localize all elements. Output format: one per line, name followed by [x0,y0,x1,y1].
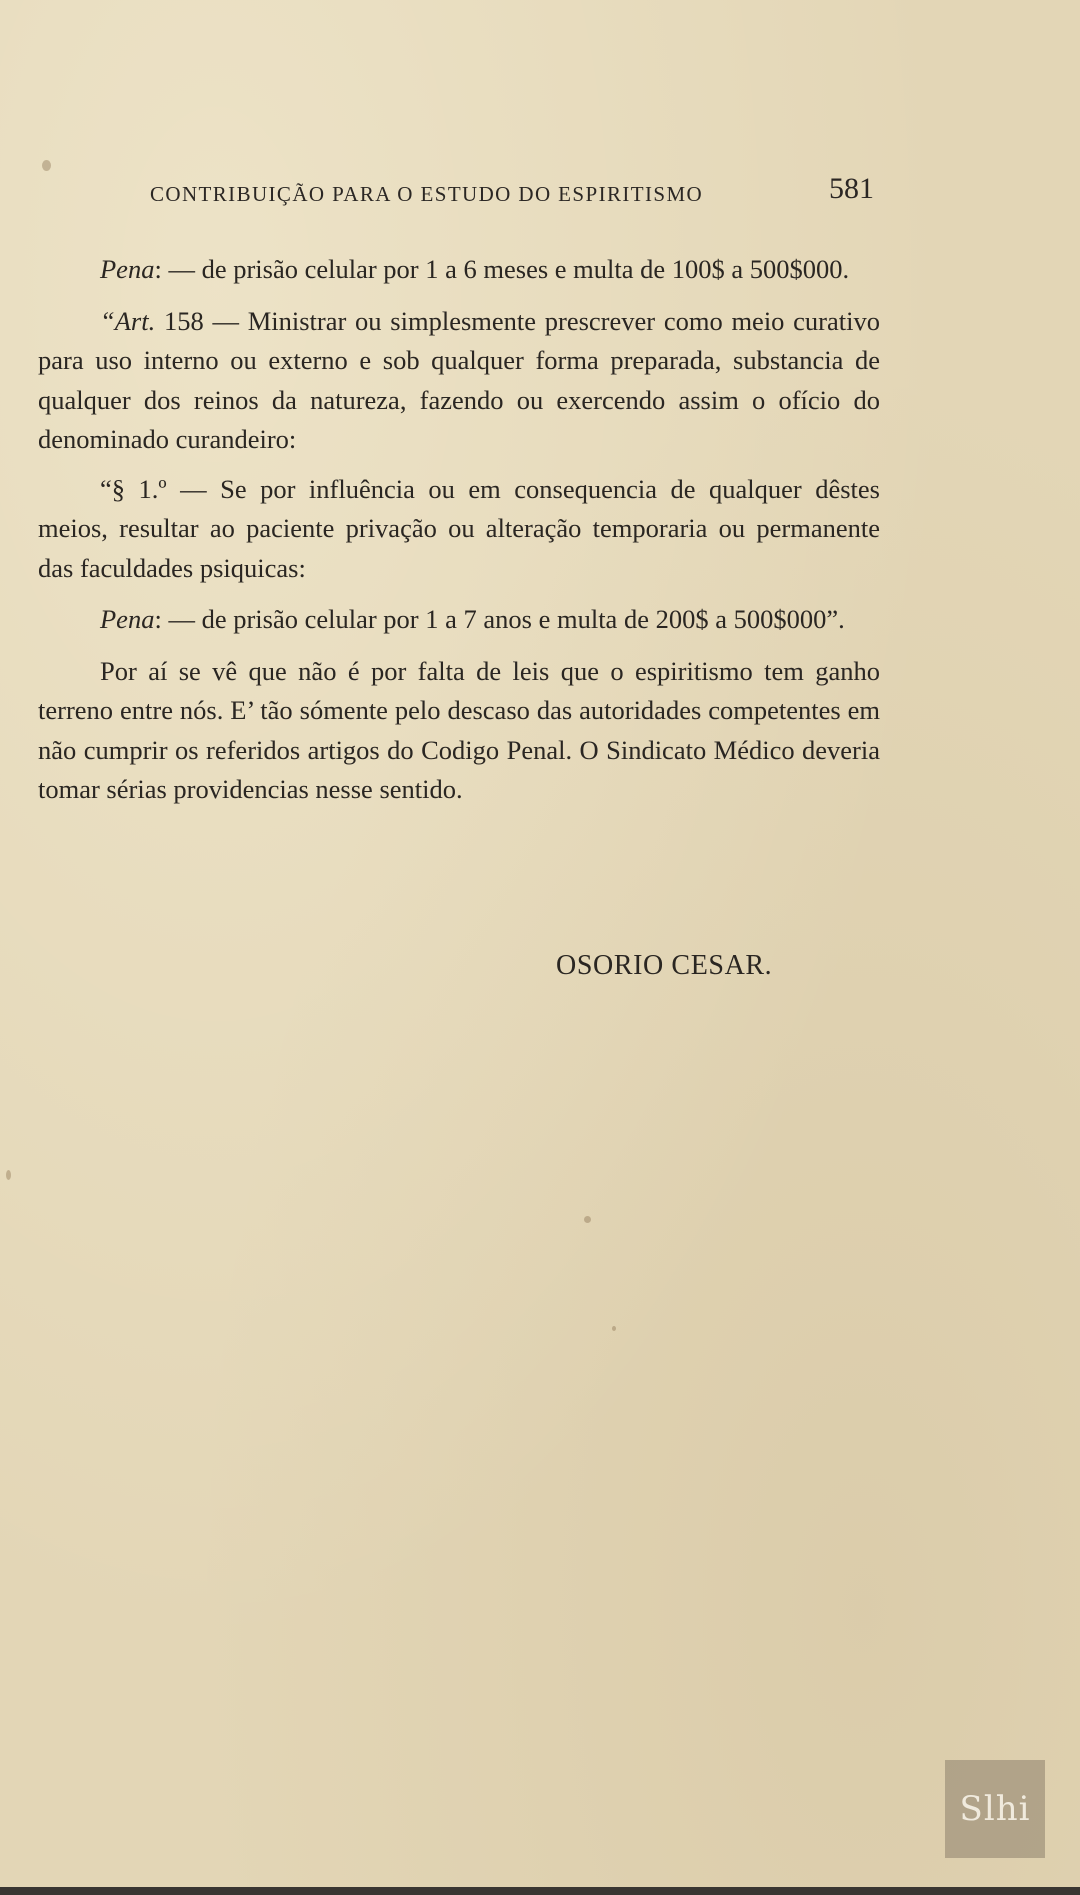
paragraph-art-158 [38,302,880,460]
paragraph-pena-1 [38,250,880,290]
running-header [150,172,880,216]
author-signature: OSORIO CESAR. [556,950,773,981]
paper-speck [42,160,51,171]
pena-label: Pena [100,604,155,634]
paragraph-section-1: “§ 1.º — Se por influência ou em consequencia de qualquer dêstes meios, resultar ao paciente privação ou alteração temporaria ou permanente das faculdades psiquicas: [38,473,880,583]
body-text [38,250,880,822]
paragraph-pena-2 [38,600,880,640]
pena-label: Pena [100,254,155,284]
art-label: “Art. [100,305,156,336]
paper-speck [612,1326,616,1331]
pena-text: : — de prisão celular por 1 a 6 meses e multa de 100$ a 500$000. [154,254,850,284]
pena-text: : — de prisão celular por 1 a 7 anos e multa de 200$ a 500$000”. [154,604,845,634]
page-bottom-edge [0,1887,1080,1895]
paper-speck [584,1216,591,1223]
watermark-logo: Slhi [945,1760,1045,1858]
header-title: CONTRIBUIÇÃO PARA O ESTUDO DO ESPIRITISMO [150,182,704,206]
paper-speck [6,1170,11,1180]
art-text: 158 — Ministrar ou simplesmente prescrever como meio curativo para uso interno ou externo e sob qualquer forma preparada, substancia de qualquer dos reinos da natureza, fazendo ou exercendo assim o ofício do denominado curandeiro: [38,305,880,454]
paragraph-conclusion: Por aí se vê que não é por falta de leis que o espiritismo tem ganho terreno entre nós. E’ tão sómente pelo descaso das autoridades competentes em não cumprir os referidos artigos do Codigo Penal. O Sindicato Médico deveria tomar sérias providencias nesse sentido. [38,655,880,804]
page-number: 581 [829,172,874,205]
